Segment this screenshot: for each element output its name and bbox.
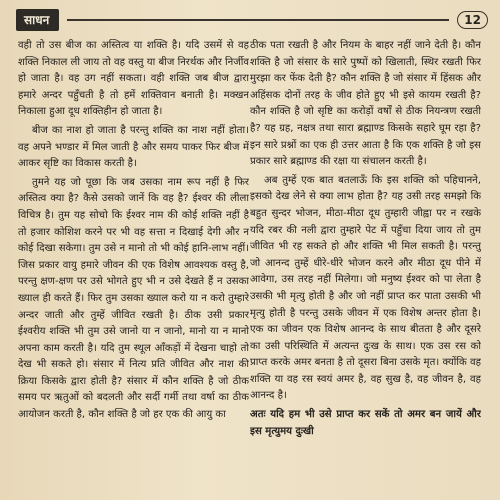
- paragraph: ठीक पता रखती है और नियम के बाहर नहीं जाने देती है। कौन शक्ति है जो संसार के सारे पुष्पों को खिलाती, स्थिर रखती फिर मुरझा कर फेंक देती है? कौन शक्ति है जो संसार में हिंसक और अहिंसक दोनों तरह के जीव होते हुए भी इसे कायम रखती है? कौन शक्ति है जो सृष्टि का करोड़ों वर्षों से ठीक नियन्त्रण रखती है? यह ग्रह, नक्षत्र तथा सारा ब्रह्माण्ड किसके सहारे घूम रहा है? इन सारे प्रश्नों का एक ही उत्तर आता है कि एक शक्ति है जो इस प्रकार सारे ब्रह्माण्ड की रक्षा या संचालन करती है।: [250, 40, 481, 168]
- paragraph: बीज का नाश हो जाता है परन्तु शक्ति का नाश नहीं होता। वह अपने भण्डार में मिल जाती है और समय पाकर फिर बीज में आकर सृष्टि का विकास करती है।: [18, 124, 249, 170]
- left-column: [18, 38, 249, 498]
- paragraph: अब तुम्हें एक बात बतलाऊँ कि इस शक्ति को पहिचानने, इसको देख लेने से क्या लाभ होता है? यह उसी तरह समझो कि बहुत सुन्दर भोजन, मीठा-मीठा दूध तुम्हारी जीह्वा पर न रखके यदि रबर की नली द्वारा तुम्हारे पेट में पहुँचा दिया जाय तो तुम जीवित भी रह सकते हो और शक्ति भी मिल सकती है। परन्तु जो आनन्द तुम्हें धीरे-धीरे भोजन करने और मीठा दूध पीने में आवेगा, उस तरह नहीं मिलेगा। जो मनुष्य ईश्वर को पा लेता है उसकी भी मृत्यु होती है और जो नहीं प्राप्त कर पाता उसकी भी मृत्यु होती है परन्तु उसके जीवन में एक विशेष अन्तर होता है। एक का जीवन एक विशेष आनन्द के साथ बीतता है और दूसरे का उसी परिस्थिति में अत्यन्त दुःख के साथ। एक उस रस को प्राप्त करके अमर बनता है तो दूसरा बिना उसके मृत। क्योंकि वह शक्ति या वह रस स्वयं अमर है, वह सुख है, वह जीवन है, वह आनन्द है।: [250, 174, 481, 402]
- paragraph: तुमने यह जो पूछा कि जब उसका नाम रूप नहीं है फिर अस्तित्व क्या है? कैसे उसको जानें कि वह है? ईश्वर की लीला विचित्र है। तुम यह सोचो कि ईश्वर नाम की कोई शक्ति नहीं है तो हजार कोशिश करने पर भी वह सत्ता न दिखाई देगी और न कोई दिखा सकेगा। तुम उसे न मानो तो भी कोई हानि-लाभ नहीं। जिस प्रकार वायु हमारे जीवन की एक विशेष आवश्यक वस्तु है, परन्तु क्षण-क्षण पर उसे भोगते हुए भी न उसे देखते हैं न उसका ख्याल ही करते हैं। फिर तुम उसका ख्याल करो या न करो तुम्हारे अन्दर जाती और तुम्हें जीवित रखती है। ठीक उसी प्रकार ईश्वरीय शक्ति भी तुम उसे जानो या न जानो, मानो या न मानो अपना काम करती है। यदि तुम स्थूल आँकड़ों में देखना चाहो तो देख भी सकते हो। संसार में नित्य प्रति जीवित और नाश की क्रिया किसके द्वारा होती है? संसार में कौन शक्ति है जो ठीक समय पर ऋतुओं को बदलती और सर्दी गर्मी तथा वर्षा का ठीक आयोजन करती है, कौन शक्ति है जो हर एक की आयु का: [18, 176, 249, 421]
- page-header: [16, 8, 488, 32]
- header-rule: [67, 19, 449, 21]
- section-title: साधन: [16, 9, 59, 31]
- right-column: [250, 38, 481, 498]
- paragraph: अतः यदि हम भी उसे प्राप्त कर सकें तो अमर बन जायें और इस मृत्युमय दुःखी: [250, 409, 481, 437]
- paragraph: वही तो उस बीज का अस्तित्व या शक्ति है। यदि उसमें से वह शक्ति निकाल ली जाय तो वह वस्तु या बीज निरर्थक और निर्जीव हो जाता है। वह उग नहीं सकता। वही शक्ति जब बीज द्वारा हमारे अन्दर पहुँचती है तो हमें शक्तिवान बनाती है। मक्खन निकाला हुआ दूध शक्तिहीन हो जाता है।: [18, 40, 249, 118]
- page-number: 12: [457, 11, 488, 29]
